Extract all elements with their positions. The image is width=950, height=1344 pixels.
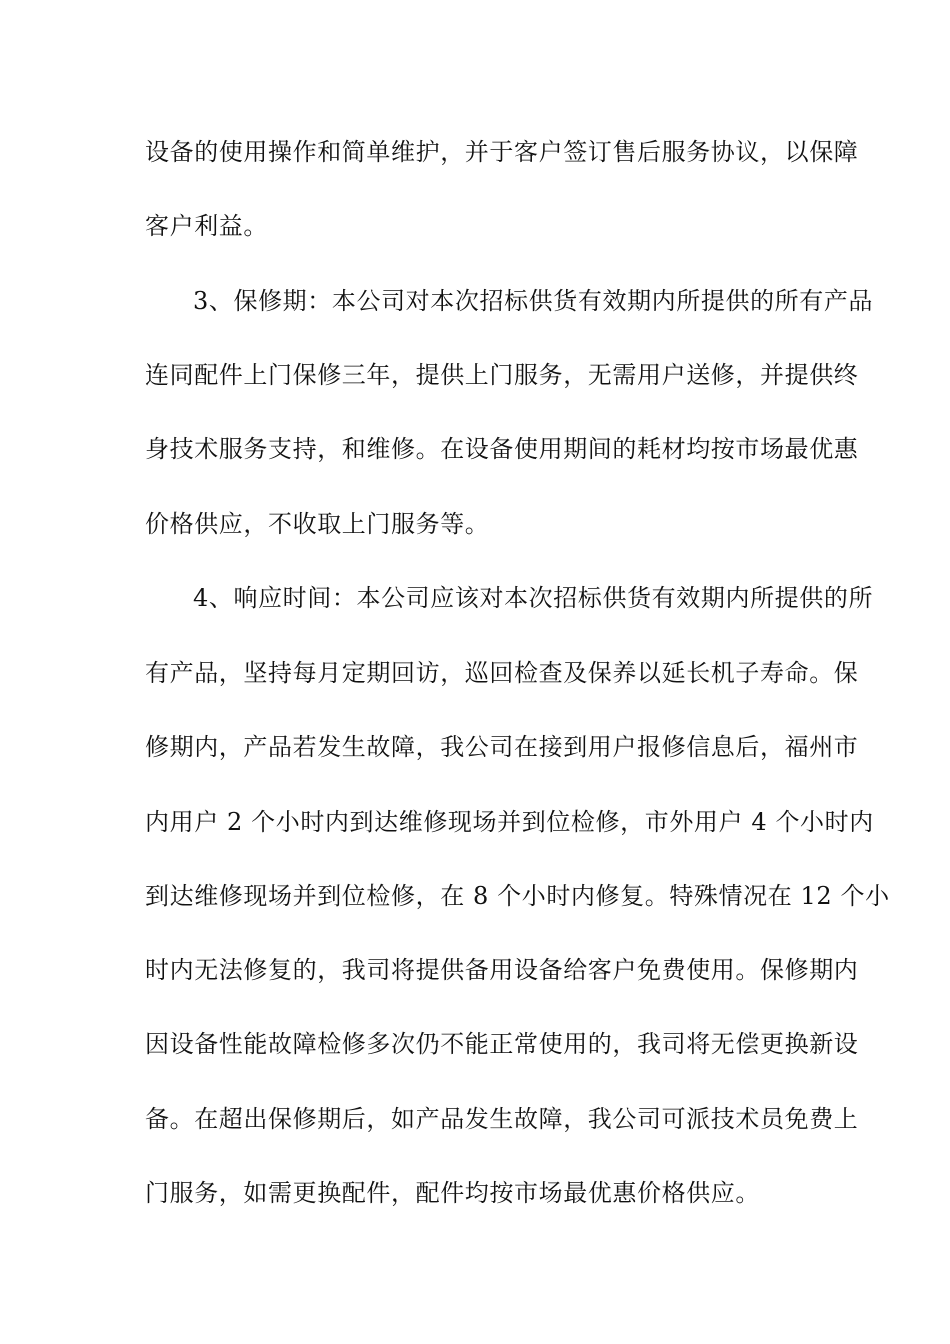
- paragraph-2-line-1: 设备的使用操作和简单维护，并于客户签订售后服务协议，以保障: [145, 138, 859, 166]
- paragraph-4-line-4: 内用户 2 个小时内到达维修现场并到位检修，市外用户 4 个小时内: [145, 808, 874, 836]
- paragraph-3-line-2: 连同配件上门保修三年，提供上门服务，无需用户送修，并提供终: [145, 361, 859, 389]
- paragraph-3-line-1: 3、保修期：本公司对本次招标供货有效期内所提供的所有产品: [193, 287, 874, 315]
- paragraph-4-line-2: 有产品，坚持每月定期回访，巡回检查及保养以延长机子寿命。保: [145, 659, 859, 687]
- paragraph-4-line-5: 到达维修现场并到位检修，在 8 个小时内修复。特殊情况在 12 个小: [145, 882, 890, 910]
- paragraph-3-line-4: 价格供应，不收取上门服务等。: [145, 510, 490, 538]
- paragraph-4-line-7: 因设备性能故障检修多次仍不能正常使用的，我司将无偿更换新设: [145, 1030, 859, 1058]
- paragraph-4-line-8: 备。在超出保修期后，如产品发生故障，我公司可派技术员免费上: [145, 1105, 859, 1133]
- paragraph-4-line-1: 4、响应时间：本公司应该对本次招标供货有效期内所提供的所: [193, 584, 874, 612]
- paragraph-4-line-9: 门服务，如需更换配件，配件均按市场最优惠价格供应。: [145, 1179, 760, 1207]
- paragraph-2-line-2: 客户利益。: [145, 212, 268, 240]
- paragraph-4-line-3: 修期内，产品若发生故障，我公司在接到用户报修信息后，福州市: [145, 733, 859, 761]
- paragraph-3-line-3: 身技术服务支持，和维修。在设备使用期间的耗材均按市场最优惠: [145, 435, 859, 463]
- paragraph-4-line-6: 时内无法修复的，我司将提供备用设备给客户免费使用。保修期内: [145, 956, 859, 984]
